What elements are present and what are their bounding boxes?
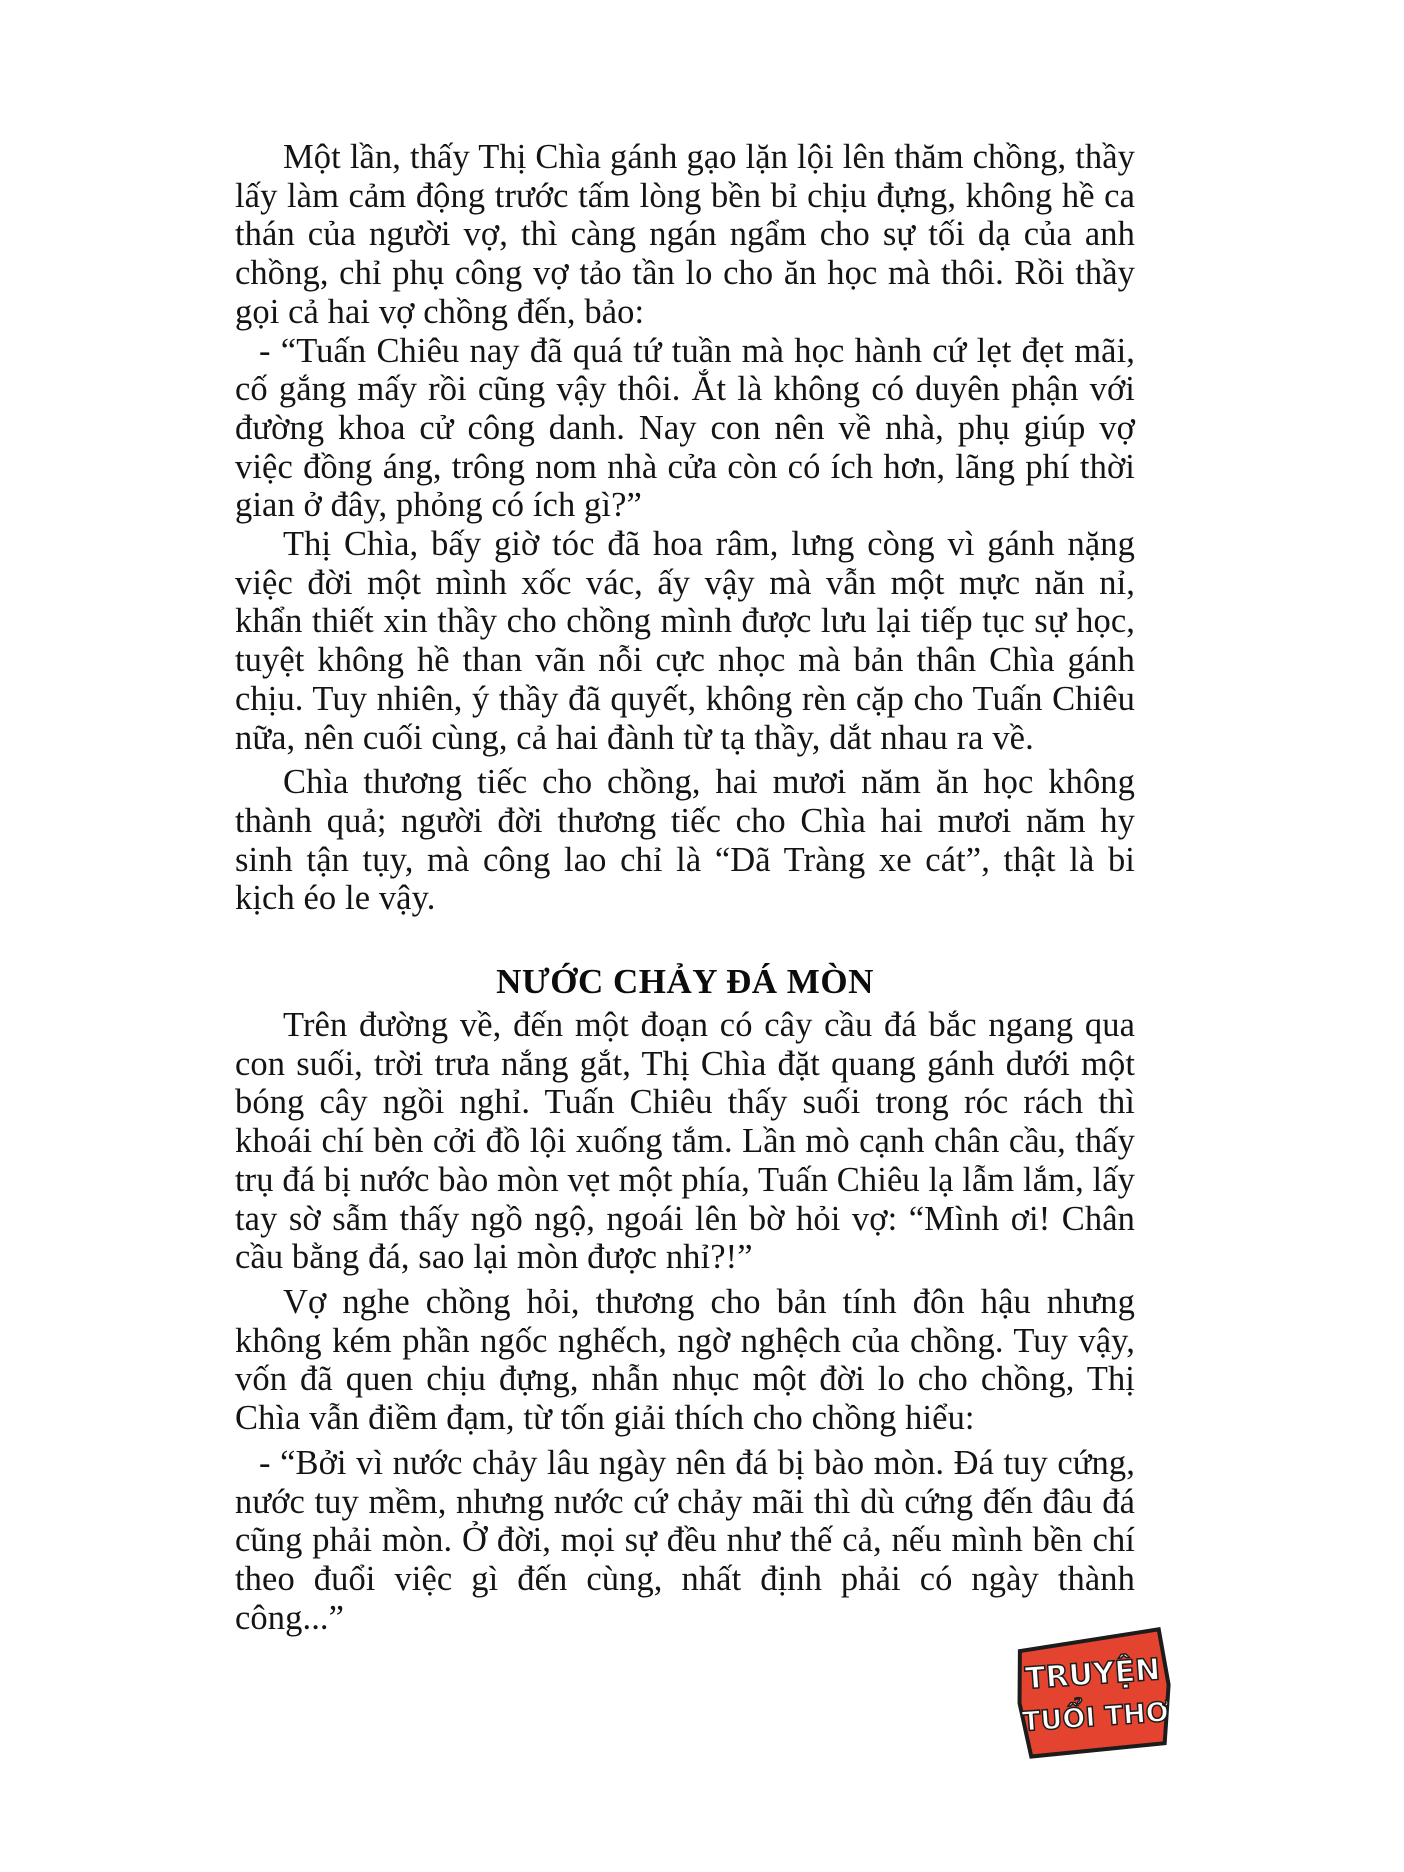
watermark-line1: TRUYỆN xyxy=(1024,1652,1162,1697)
paragraph-wife-response: Vợ nghe chồng hỏi, thương cho bản tính đôn hậu nhưng không kém phần ngốc nghếch, ngờ nghệch của chồng. Tuy vậy, vốn đã quen chịu đựng, nhẫn nhục một đời lo cho chồng, Thị Chìa vẫn điềm đạm, từ tốn giải thích cho chồng hiểu: xyxy=(235,1282,1135,1438)
watermark-logo-icon xyxy=(1009,1623,1180,1764)
paragraph-thi-chia-pleads: Thị Chìa, bấy giờ tóc đã hoa râm, lưng còng vì gánh nặng việc đời một mình xốc vác, ấy vậy mà vẫn một mực năn nỉ, khẩn thiết xin thầy cho chồng mình được lưu lại tiếp tục sự học, tuyệt không hề than vãn nỗi cực nhọc mà bản thân Chìa gánh chịu. Tuy nhiên, ý thầy đã quyết, không rèn cặp cho Tuấn Chiêu nữa, nên cuối cùng, cả hai đành từ tạ thầy, dắt nhau ra về. xyxy=(235,525,1135,757)
paragraph-stone-bridge: Trên đường về, đến một đoạn có cây cầu đá bắc ngang qua con suối, trời trưa nắng gắt, Thị Chìa đặt quang gánh dưới một bóng cây ngồi nghỉ. Tuấn Chiêu thấy suối trong róc rách thì khoái chí bèn cởi đồ lội xuống tắm. Lần mò cạnh chân cầu, thấy trụ đá bị nước bào mòn vẹt một phía, Tuấn Chiêu lạ lẫm lắm, lấy tay sờ sẫm thấy ngồ ngộ, ngoái lên bờ hỏi vợ: “Mình ơi! Chân cầu bằng đá, sao lại mòn được nhỉ?!” xyxy=(235,1006,1135,1277)
paragraph-lament: Chìa thương tiếc cho chồng, hai mươi năm ăn học không thành quả; người đời thương tiếc cho Chìa hai mươi năm hy sinh tận tụy, mà công lao chỉ là “Dã Tràng xe cát”, thật là bi kịch éo le vậy. xyxy=(235,763,1135,918)
dialog-water-wears-stone: - “Bởi vì nước chảy lâu ngày nên đá bị bào mòn. Đá tuy cứng, nước tuy mềm, nhưng nước cứ chảy mãi thì dù cứng đến đâu đá cũng phải mòn. Ở đời, mọi sự đều như thế cả, nếu mình bền chí theo đuổi việc gì đến cùng, nhất định phải có ngày thành công...” xyxy=(235,1443,1135,1637)
section-heading: NƯỚC CHẢY ĐÁ MÒN xyxy=(496,962,874,1002)
watermark-line2: TUỔI THƠ xyxy=(1021,1696,1171,1739)
watermark-logo xyxy=(1009,1623,1180,1764)
book-page xyxy=(235,138,1135,1637)
paragraph-teacher-visit: Một lần, thấy Thị Chìa gánh gạo lặn lội lên thăm chồng, thầy lấy làm cảm động trước tấm lòng bền bỉ chịu đựng, không hề ca thán của người vợ, thì càng ngán ngẩm cho sự tối dạ của anh chồng, chỉ phụ công vợ tảo tần lo cho ăn học mà thôi. Rồi thầy gọi cả hai vợ chồng đến, bảo: xyxy=(235,138,1135,331)
dialog-teacher-advice: - “Tuấn Chiêu nay đã quá tứ tuần mà học hành cứ lẹt đẹt mãi, cố gắng mấy rồi cũng vậy thôi. Ắt là không có duyên phận với đường khoa cử công danh. Nay con nên về nhà, phụ giúp vợ việc đồng áng, trông nom nhà cửa còn có ích hơn, lãng phí thời gian ở đây, phỏng có ích gì?” xyxy=(235,331,1135,525)
